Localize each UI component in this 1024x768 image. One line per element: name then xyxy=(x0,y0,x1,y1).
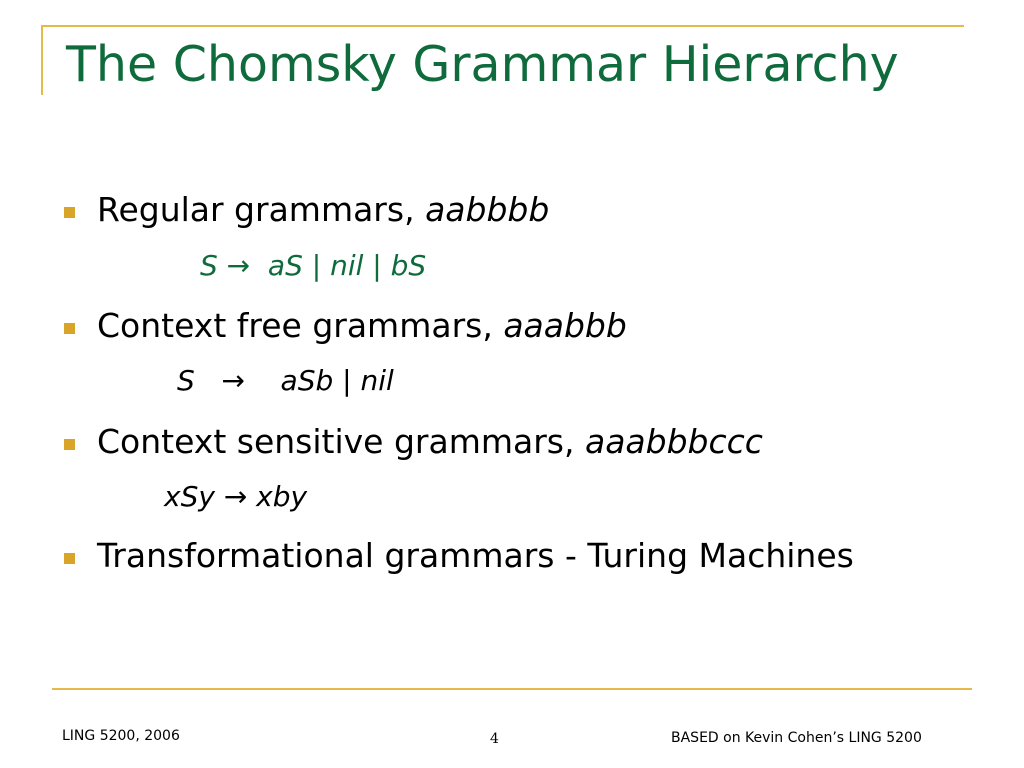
footer-course: LING 5200, 2006 xyxy=(62,728,180,744)
square-bullet-icon xyxy=(64,553,75,564)
square-bullet-icon xyxy=(64,439,75,450)
bullet-text xyxy=(97,186,549,234)
square-bullet-icon xyxy=(64,323,75,334)
bullet-example: aaabbbccc xyxy=(584,422,763,461)
page-number: 4 xyxy=(490,731,499,747)
rule-context-sensitive: xSy → xby xyxy=(164,480,308,513)
bullet-label: Context sensitive grammars, xyxy=(97,422,585,461)
rule-context-free: S → aSb | nil xyxy=(177,364,394,397)
rule-regular: S → aS | nil | bS xyxy=(200,249,427,282)
footer-credit: BASED on Kevin Cohen’s LING 5200 xyxy=(671,730,922,746)
footer-rule xyxy=(52,688,972,690)
bullet-text xyxy=(97,418,763,466)
slide-title: The Chomsky Grammar Hierarchy xyxy=(66,36,899,93)
bullet-label: Context free grammars, xyxy=(97,306,504,345)
bullet-text xyxy=(97,302,627,350)
square-bullet-icon xyxy=(64,207,75,218)
title-frame-top-rule xyxy=(43,25,964,27)
bullet-example: aabbbb xyxy=(425,190,550,229)
bullet-example: aaabbb xyxy=(503,306,627,345)
title-frame-left-rule xyxy=(41,25,43,95)
bullet-label: Regular grammars, xyxy=(97,190,426,229)
bullet-label: Transformational grammars - Turing Machines xyxy=(97,536,854,575)
